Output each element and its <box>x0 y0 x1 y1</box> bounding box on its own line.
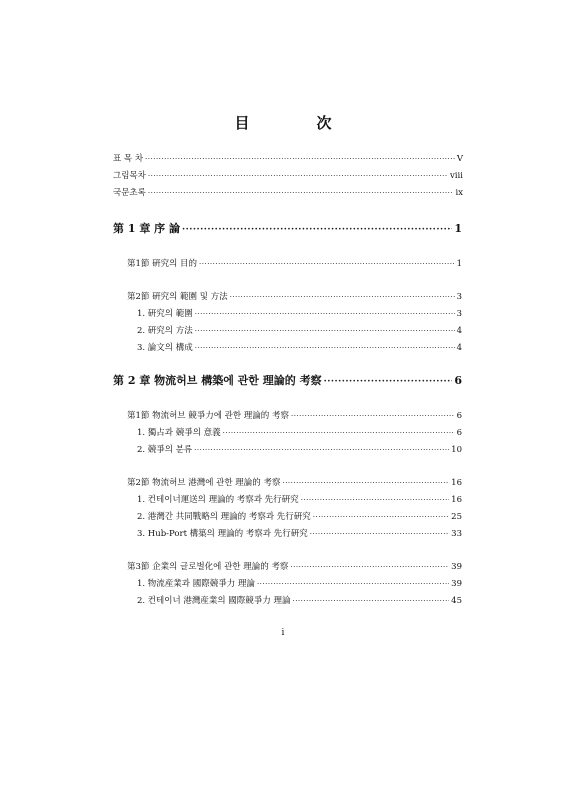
leader-dots <box>291 410 455 422</box>
toc-item[interactable] <box>137 595 462 607</box>
toc-item-label: 2. 컨테이너 港灣産業의 國際競爭力 理論 <box>137 596 291 606</box>
leader-dots <box>182 222 452 238</box>
toc-item[interactable] <box>137 578 462 590</box>
toc-page-number: 45 <box>451 596 462 606</box>
page-title: 目 次 <box>234 114 358 132</box>
toc-section-2-3[interactable] <box>127 561 462 573</box>
toc-page-number: 3 <box>456 292 462 302</box>
toc-item-label: 2. 港灣간 共同戰略의 理論的 考察과 先行硏究 <box>137 512 311 522</box>
toc-section-2-1[interactable] <box>127 410 462 422</box>
leader-dots <box>195 342 455 354</box>
leader-dots <box>145 153 455 165</box>
toc-item-label: 1. 컨테이너運送의 理論的 考察과 先行硏究 <box>137 495 299 505</box>
footer-page-number: i <box>281 628 285 638</box>
leader-dots <box>195 325 455 337</box>
toc-item-label: 1. 獨占과 競爭의 意義 <box>137 428 221 438</box>
toc-item-label: 3. 論文의 構成 <box>137 343 193 353</box>
toc-section-label: 第2節 物流허브 港灣에 관한 理論的 考察 <box>127 478 281 488</box>
toc-page-number: 3 <box>456 309 462 319</box>
toc-item-label: 1. 物流産業과 國際競爭力 理論 <box>137 579 255 589</box>
toc-item-label: 2. 競爭의 분류 <box>137 445 193 455</box>
toc-page-number: 6 <box>454 374 462 387</box>
toc-page-number: 16 <box>451 495 462 505</box>
toc-item[interactable] <box>137 427 462 439</box>
toc-section-label: 第3節 企業의 글로벌化에 관한 理論的 考察 <box>127 562 289 572</box>
toc-page-number: 33 <box>451 529 462 539</box>
toc-item[interactable] <box>137 528 462 540</box>
toc-chapter-1[interactable] <box>113 221 462 238</box>
leader-dots <box>292 595 449 607</box>
toc-page-number: 39 <box>451 562 462 572</box>
toc-item-label: 2. 硏究의 方法 <box>137 326 193 336</box>
toc-section-label: 第1節 物流허브 競爭力에 관한 理論的 考察 <box>127 411 289 421</box>
toc-section-1-2[interactable] <box>127 291 462 303</box>
toc-entry-abstract[interactable] <box>113 187 463 199</box>
leader-dots <box>195 308 455 320</box>
leader-dots <box>230 291 455 303</box>
leader-dots <box>282 477 449 489</box>
toc-section-1-1[interactable] <box>127 258 462 270</box>
toc-item[interactable] <box>137 511 462 523</box>
toc-page-number: 6 <box>456 428 462 438</box>
leader-dots <box>223 427 455 439</box>
toc-page-number: 16 <box>451 478 462 488</box>
toc-item[interactable] <box>137 342 462 354</box>
leader-dots <box>310 528 449 540</box>
leader-dots <box>290 561 449 573</box>
toc-item[interactable] <box>137 494 462 506</box>
toc-chapter-label: 第 2 章 物流허브 構築에 관한 理論的 考察 <box>113 374 322 387</box>
toc-entry-figure-list[interactable] <box>113 170 463 182</box>
leader-dots <box>257 578 449 590</box>
toc-page-number: 6 <box>456 411 462 421</box>
toc-page-number: 4 <box>456 326 462 336</box>
leader-dots <box>199 258 455 270</box>
toc-section-label: 第1節 硏究의 目的 <box>127 259 198 269</box>
toc-chapter-2[interactable] <box>113 373 462 390</box>
toc-item-label: 3. Hub-Port 構築의 理論的 考察과 先行硏究 <box>137 529 308 539</box>
toc-page-number: 1 <box>456 259 462 269</box>
toc-item-label: 1. 硏究의 範圍 <box>137 309 193 319</box>
toc-entry-table-list[interactable] <box>113 153 463 165</box>
toc-item[interactable] <box>137 308 462 320</box>
toc-item[interactable] <box>137 444 462 456</box>
toc-section-2-2[interactable] <box>127 477 462 489</box>
toc-entry-label: 국문초록 <box>113 188 146 198</box>
toc-page-number: 10 <box>451 445 462 455</box>
toc-section-label: 第2節 硏究의 範圍 및 方法 <box>127 292 228 302</box>
toc-entry-label: 표 목 차 <box>113 154 144 164</box>
toc-page-number: 39 <box>451 579 462 589</box>
toc-page-number: ⅸ <box>455 188 463 198</box>
leader-dots <box>324 374 453 390</box>
leader-dots <box>194 444 449 456</box>
toc-chapter-label: 第 1 章 序 論 <box>113 222 180 235</box>
leader-dots <box>313 511 449 523</box>
toc-page-number: Ⅴ <box>456 154 463 164</box>
leader-dots <box>301 494 449 506</box>
leader-dots <box>148 187 454 199</box>
toc-page-number: 1 <box>454 222 462 235</box>
leader-dots <box>148 170 448 182</box>
toc-page-number: 25 <box>451 512 462 522</box>
toc-page-number: 4 <box>456 343 462 353</box>
toc-entry-label: 그림목차 <box>113 171 146 181</box>
toc-item[interactable] <box>137 325 462 337</box>
toc-page-number: ⅷ <box>450 171 463 181</box>
